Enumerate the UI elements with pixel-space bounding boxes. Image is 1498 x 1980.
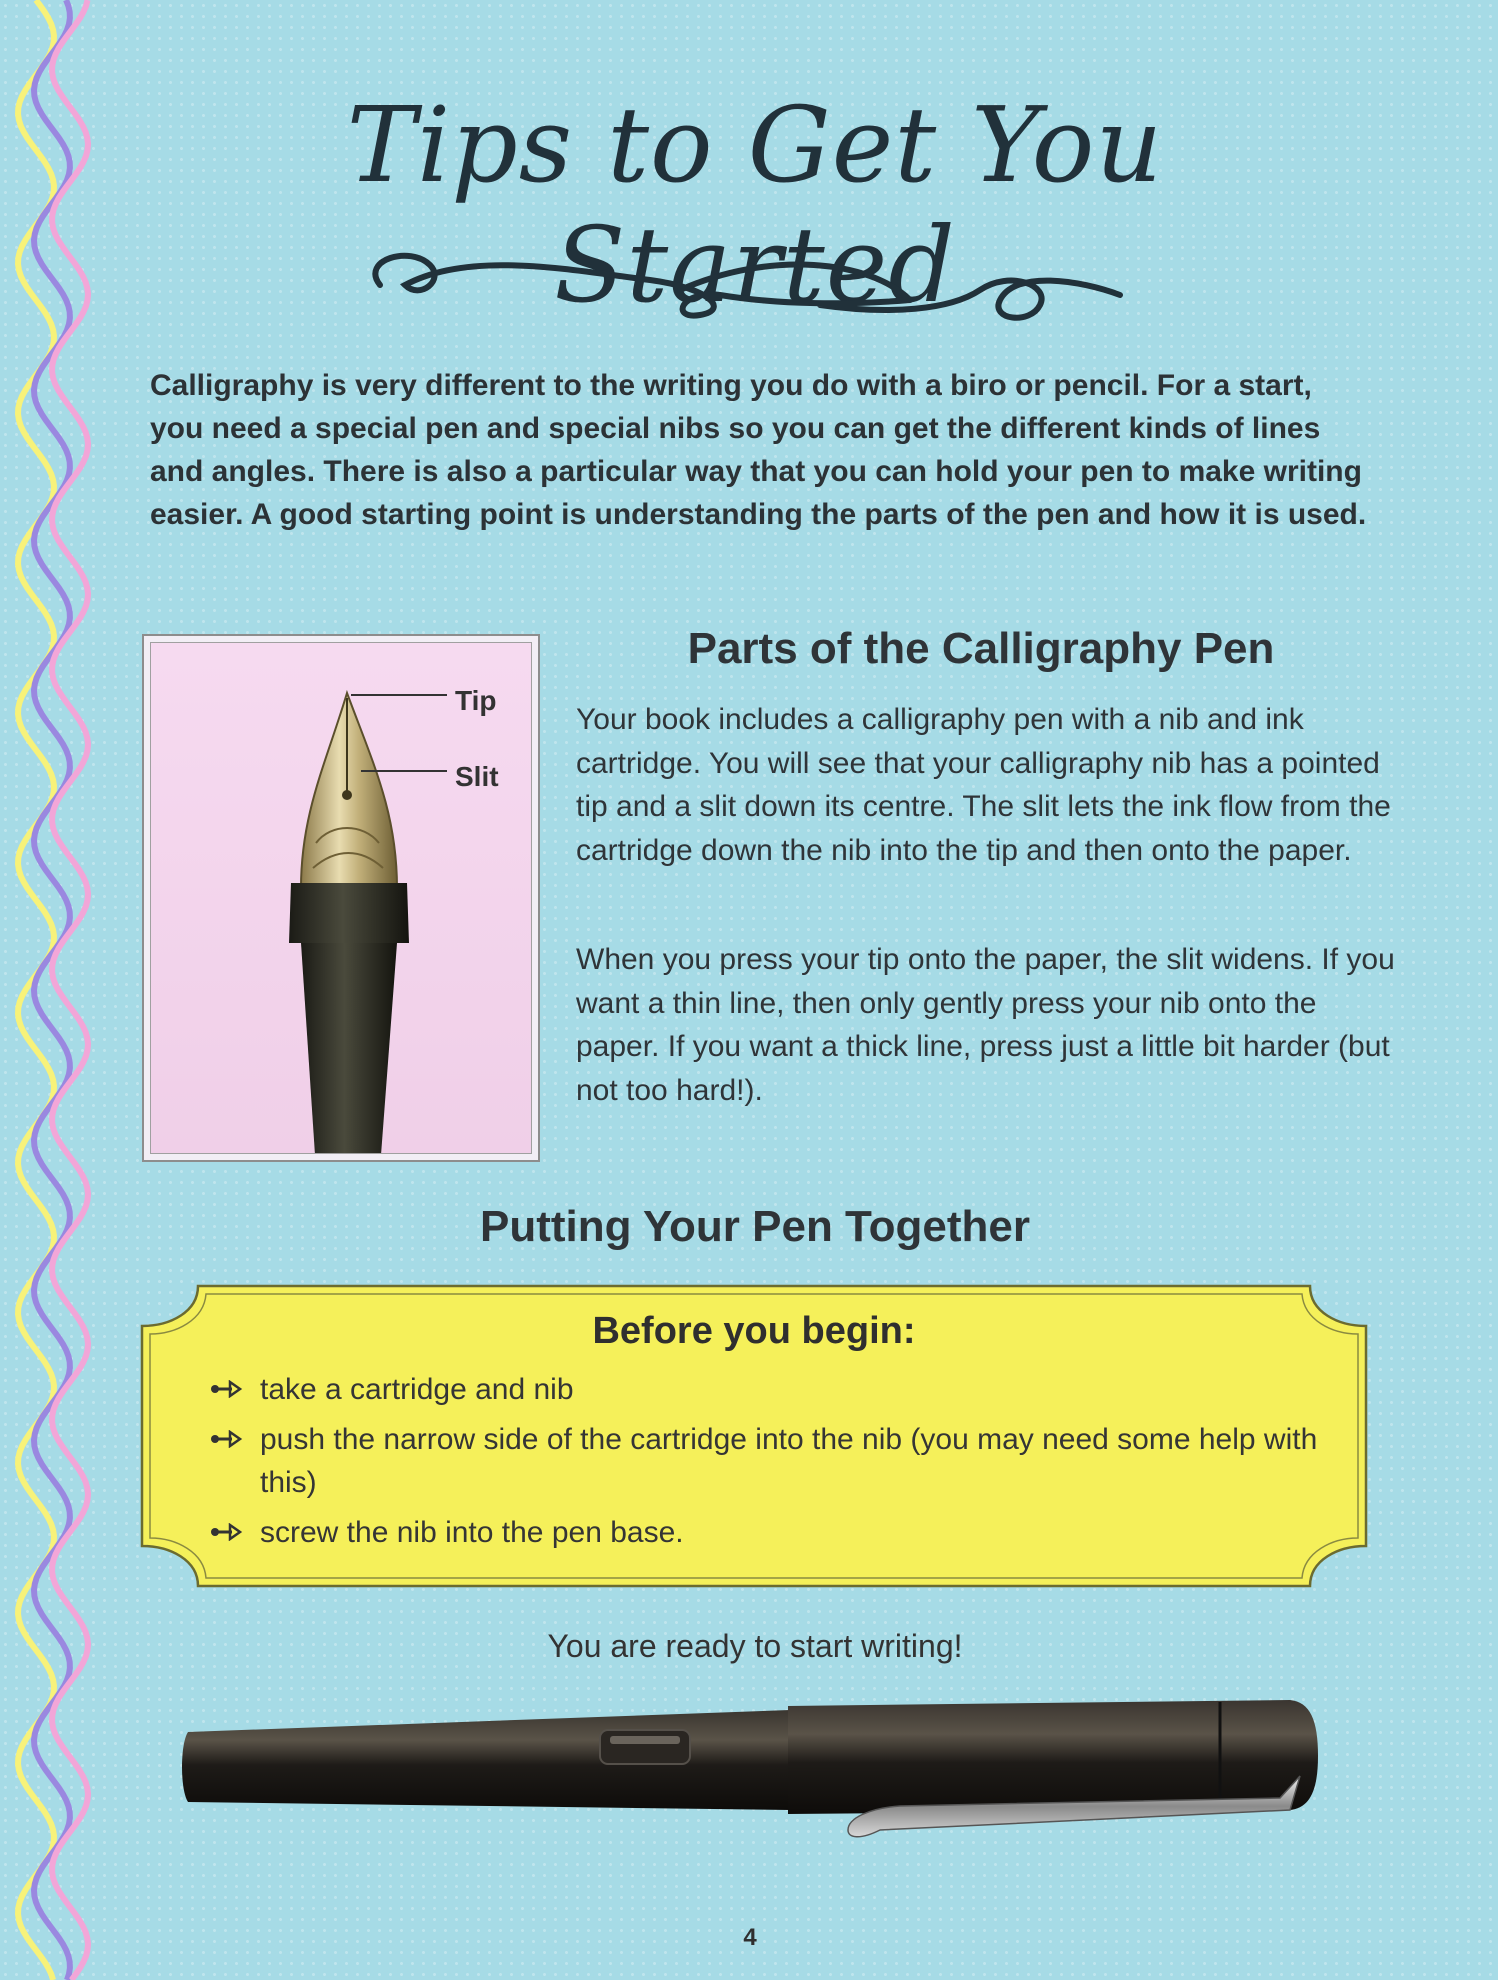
step-text: take a cartridge and nib <box>260 1373 574 1406</box>
list-item <box>210 1511 1330 1555</box>
parts-paragraph-1: Your book includes a calligraphy pen with a nib and ink cartridge. You will see that your calligraphy nib has a pointed tip and a slit down its centre. The slit lets the ink flow from the cartridge down the nib into the tip and then onto the paper. <box>576 703 1391 867</box>
label-tip: Tip <box>455 685 497 716</box>
before-you-begin-box <box>138 1282 1370 1590</box>
parts-paragraph-2: When you press your tip onto the paper, the slit widens. If you want a thin line, then only gently press your nib onto the paper. If you want a thick line, press just a little bit harder (but not too hard!). <box>576 943 1395 1107</box>
step-text: push the narrow side of the cartridge into the nib (you may need some help with this) <box>260 1422 1318 1499</box>
page-title: Tips to Get You Started <box>346 84 1164 326</box>
ready-text: You are ready to start writing! <box>547 1628 963 1664</box>
intro-paragraph: Calligraphy is very different to the writing you do with a biro or pencil. For a start, you need a special pen and special nibs so you can get the different kinds of lines and angles. There is also a particular way that you can hold your pen to make writing easier. A good starting point is understanding the parts of the pen and how it is used. <box>150 369 1367 531</box>
parts-heading: Parts of the Calligraphy Pen <box>687 624 1275 673</box>
steps-list <box>210 1368 1330 1560</box>
step-text: screw the nib into the pen base. <box>260 1515 684 1549</box>
putting-heading: Putting Your Pen Together <box>480 1202 1030 1251</box>
arrow-bullet-icon <box>210 1430 244 1448</box>
wavy-line <box>52 0 88 1980</box>
pen-nib-photo <box>142 634 540 1162</box>
full-pen-illustration <box>180 1690 1350 1850</box>
pen-nib-illustration <box>151 643 532 1154</box>
list-item <box>210 1418 1330 1505</box>
page-number: 4 <box>743 1924 757 1951</box>
label-slit: Slit <box>455 761 499 792</box>
arrow-bullet-icon <box>210 1380 244 1398</box>
title-flourish-decoration <box>350 220 1150 350</box>
before-you-begin-heading: Before you begin: <box>592 1310 916 1352</box>
pen-nib-photo-inner <box>150 642 532 1154</box>
arrow-bullet-icon <box>210 1523 244 1541</box>
wavy-border-decoration <box>0 0 110 1980</box>
list-item <box>210 1368 1330 1412</box>
